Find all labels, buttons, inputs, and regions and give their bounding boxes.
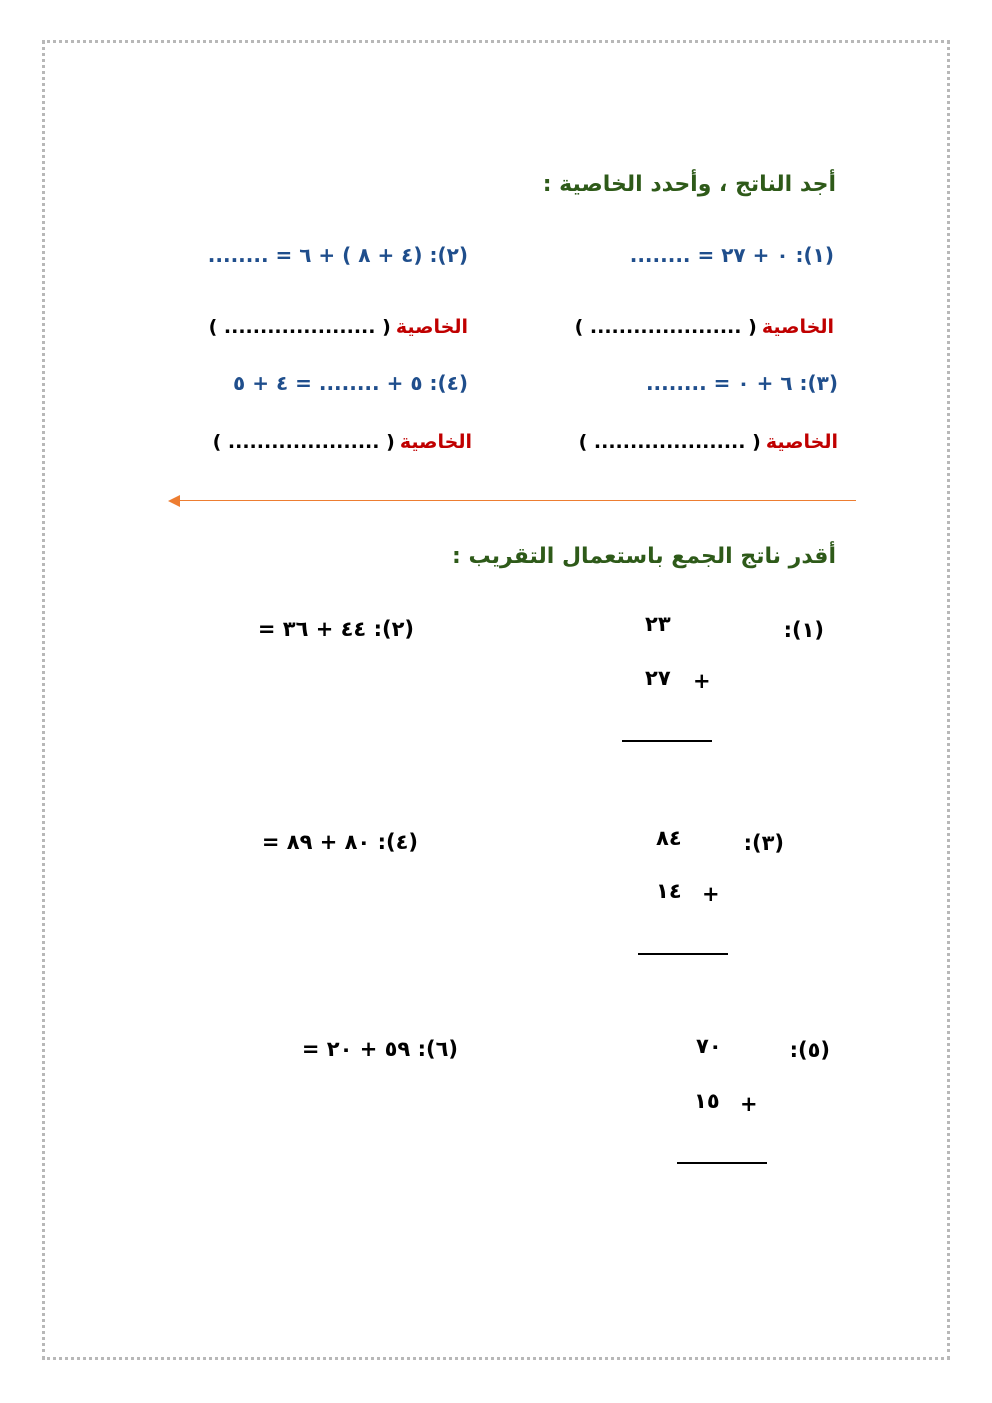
property-blank: ( ..................... ) xyxy=(578,431,761,453)
q4-expr: ٥ + ........ = ٤ + ٥ xyxy=(233,371,423,395)
section-divider xyxy=(178,500,856,501)
p1-operator: + xyxy=(693,669,711,693)
p5-bottom: ١٥ xyxy=(694,1089,720,1113)
q4-number: (٤): xyxy=(429,371,468,395)
p1-number: (١): xyxy=(783,618,824,642)
p2-expr: ٤٤ + ٣٦ = xyxy=(257,617,367,641)
p3-operator: + xyxy=(702,882,720,906)
p1-bottom: ٢٧ xyxy=(645,666,671,690)
q1-expression xyxy=(630,243,834,267)
p1-answer-line xyxy=(622,740,712,742)
q2-expr: (٤ + ٨ ) + ٦ = ........ xyxy=(207,243,423,267)
p5-top: ٧٠ xyxy=(696,1034,722,1058)
section1-heading: أجد الناتج ، وأحدد الخاصية : xyxy=(542,172,836,197)
p5-number: (٥): xyxy=(789,1038,830,1062)
page-border xyxy=(42,40,950,1360)
p3-top: ٨٤ xyxy=(656,826,682,850)
q3-expr: ٦ + ٠ = ........ xyxy=(645,371,793,395)
property-label: الخاصية xyxy=(395,316,468,338)
p3-answer-line xyxy=(638,953,728,955)
p3-number: (٣): xyxy=(743,831,784,855)
q2-property xyxy=(209,316,468,338)
q1-property xyxy=(575,316,834,338)
q4-expression xyxy=(233,371,468,395)
p6-number: (٦): xyxy=(417,1037,458,1061)
q3-expression xyxy=(646,371,838,395)
property-blank: ( ..................... ) xyxy=(212,431,395,453)
p6-expr: ٥٩ + ٢٠ = xyxy=(301,1037,411,1061)
q3-number: (٣): xyxy=(799,371,838,395)
q1-expr: ٠ + ٢٧ = ........ xyxy=(629,243,789,267)
p5-operator: + xyxy=(740,1092,758,1116)
property-label: الخاصية xyxy=(399,431,472,453)
q2-number: (٢): xyxy=(429,243,468,267)
p3-bottom: ١٤ xyxy=(656,879,682,903)
q1-number: (١): xyxy=(795,243,834,267)
p2-expression xyxy=(258,617,414,641)
p1-top: ٢٣ xyxy=(645,612,671,636)
property-label: الخاصية xyxy=(761,316,834,338)
p6-expression xyxy=(302,1037,458,1061)
q3-property xyxy=(579,431,838,453)
p4-number: (٤): xyxy=(377,830,418,854)
p4-expression xyxy=(262,830,418,854)
arrow-left-icon xyxy=(168,495,180,507)
p2-number: (٢): xyxy=(373,617,414,641)
property-label: الخاصية xyxy=(765,431,838,453)
q4-property xyxy=(213,431,472,453)
property-blank: ( ..................... ) xyxy=(208,316,391,338)
p5-answer-line xyxy=(677,1162,767,1164)
property-blank: ( ..................... ) xyxy=(574,316,757,338)
section2-heading: أقدر ناتج الجمع باستعمال التقريب : xyxy=(452,544,836,569)
p4-expr: ٨٠ + ٨٩ = xyxy=(261,830,371,854)
q2-expression xyxy=(208,243,468,267)
